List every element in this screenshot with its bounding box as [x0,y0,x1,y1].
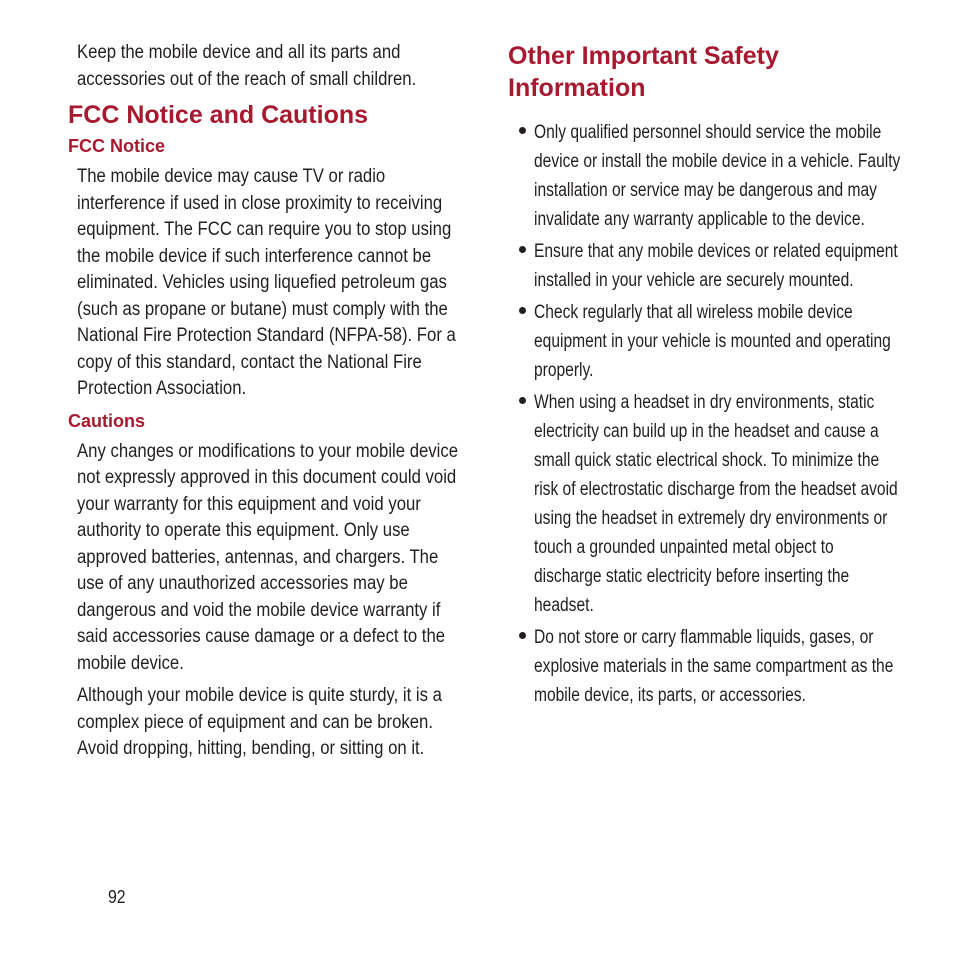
list-item [508,623,908,710]
list-item [508,388,908,620]
cautions-heading: Cautions [68,410,146,431]
cautions-paragraph-1: Any changes or modifications to your mobile device not expressly approved in this document could void your warranty for this equipment and void your authority to operate this equipment. Only use approved batteries, antennas, and chargers. The use of any unauthorized accessories may be dangerous and void the mobile device warranty if said accessories cause damage or a defect to the mobile device. [77,440,459,674]
right-column [508,40,908,713]
bullet-dot-icon [519,246,526,253]
list-item [508,118,908,234]
intro-paragraph: Keep the mobile device and all its parts and accessories out of the reach of small children. [77,42,417,90]
fcc-heading: FCC Notice and Cautions [68,101,369,129]
fcc-notice-heading: FCC Notice [68,136,166,156]
page-number: 92 [108,887,126,907]
bullet-text: When using a headset in dry environments, static electricity can build up in the headset and cause a small quick static electrical shock. To minimize the risk of electrostatic discharge from the headset avoid using the headset in extremely dry environments or touch a grounded unpainted metal object to discharge static electricity before inserting the headset. [534,392,898,616]
cautions-paragraph-2: Although your mobile device is quite sturdy, it is a complex piece of equipment and can be broken. Avoid dropping, hitting, bending, or sitting on it. [77,685,442,759]
left-column [68,40,468,763]
safety-bullet-list [508,118,908,710]
list-item [508,237,908,295]
bullet-text: Only qualified personnel should service the mobile device or install the mobile device in a vehicle. Faulty installation or service may be dangerous and may invalidate any warranty applicable to the device. [534,122,901,230]
fcc-notice-paragraph: The mobile device may cause TV or radio interference if used in close proximity to receiving equipment. The FCC can require you to stop using the mobile device if such interference cannot be eliminated. Vehicles using liquefied petroleum gas (such as propane or butane) must comply with the National Fire Protection Standard (NFPA-58). For a copy of this standard, contact the National Fire Protection Association. [77,166,456,399]
bullet-text: Ensure that any mobile devices or related equipment installed in your vehicle are securely mounted. [534,241,898,291]
safety-heading-line1: Other Important Safety [508,42,779,70]
bullet-text: Do not store or carry flammable liquids, gases, or explosive materials in the same compartment as the mobile device, its parts, or accessories. [534,627,894,706]
bullet-dot-icon [519,127,526,134]
bullet-dot-icon [519,307,526,314]
bullet-dot-icon [519,632,526,639]
bullet-dot-icon [519,397,526,404]
list-item [508,298,908,385]
safety-heading-line2: Information [508,74,646,102]
bullet-text: Check regularly that all wireless mobile device equipment in your vehicle is mounted and operating properly. [534,302,891,381]
safety-heading [508,40,908,104]
